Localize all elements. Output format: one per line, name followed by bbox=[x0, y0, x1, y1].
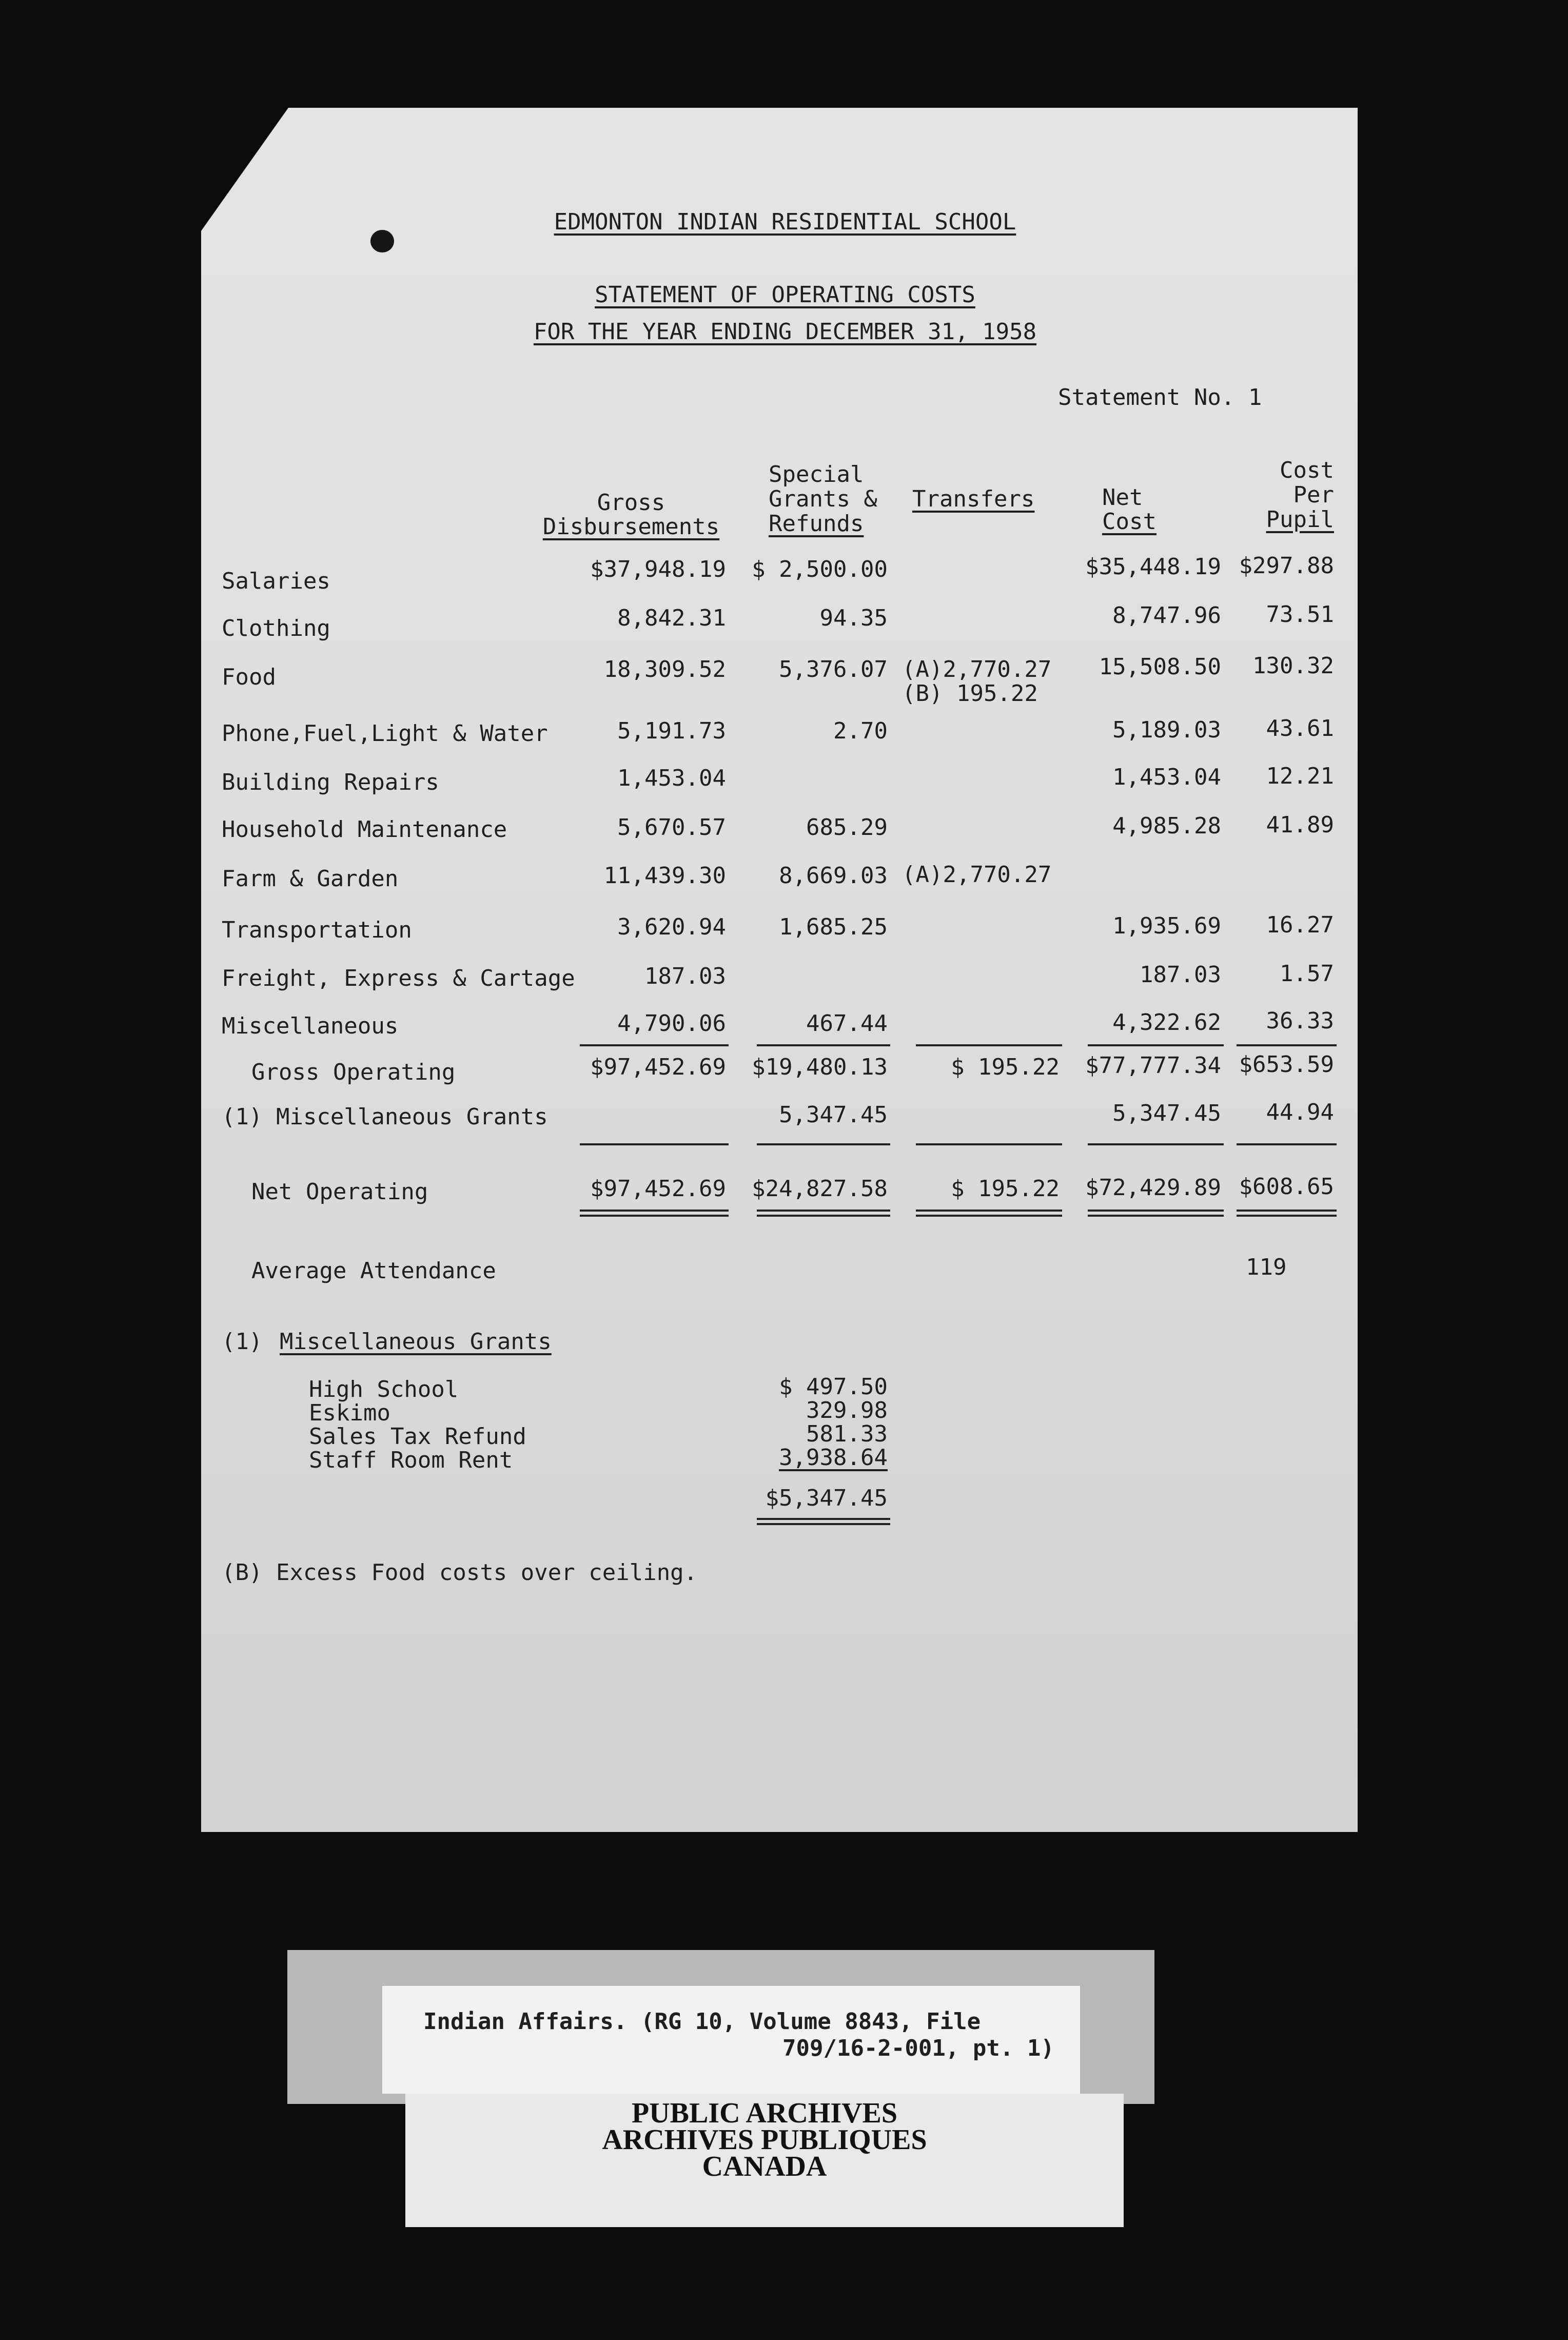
statement-number: Statement No. 1 bbox=[1058, 384, 1262, 411]
cell-per-pupil: 43.61 bbox=[1266, 715, 1334, 742]
cell-special: 8,669.03 bbox=[779, 863, 888, 889]
grant-item-amount: $ 497.50 bbox=[779, 1374, 888, 1400]
misc-grants-net: 5,347.45 bbox=[1112, 1100, 1221, 1126]
cell-net: 1,935.69 bbox=[1112, 913, 1221, 939]
gross-operating-per-pupil: $653.59 bbox=[1239, 1051, 1334, 1078]
cell-special: 467.44 bbox=[806, 1010, 888, 1037]
net-operating-net: $72,429.89 bbox=[1085, 1175, 1221, 1201]
cell-per-pupil: 36.33 bbox=[1266, 1008, 1334, 1034]
row-label-clothing: Clothing bbox=[222, 615, 330, 641]
stamp-line3: CANADA bbox=[702, 2151, 827, 2182]
cell-gross: 8,842.31 bbox=[617, 605, 726, 631]
gross-operating-transfers: $ 195.22 bbox=[951, 1054, 1060, 1080]
cell-transfers: (A)2,770.27 bbox=[902, 862, 1052, 888]
grants-total: $5,347.45 bbox=[765, 1485, 888, 1511]
cell-net: $35,448.19 bbox=[1085, 554, 1221, 580]
cell-net: 5,189.03 bbox=[1112, 717, 1221, 743]
cell-per-pupil: 16.27 bbox=[1266, 912, 1334, 938]
col-transfers: Transfers bbox=[912, 486, 1035, 512]
subtotal-rule bbox=[580, 1044, 729, 1046]
cell-special: 94.35 bbox=[819, 605, 888, 631]
grant-item-amount: 581.33 bbox=[806, 1421, 888, 1447]
cell-net: 15,508.50 bbox=[1099, 654, 1221, 680]
total-rule bbox=[580, 1143, 729, 1145]
cell-per-pupil: 130.32 bbox=[1252, 653, 1334, 679]
row-label-building-repairs: Building Repairs bbox=[222, 769, 439, 795]
col-gross-line1: Gross bbox=[597, 490, 665, 516]
misc-grants-special: 5,347.45 bbox=[779, 1102, 888, 1128]
grant-item-label: Sales Tax Refund bbox=[309, 1424, 526, 1450]
net-operating-per-pupil: $608.65 bbox=[1239, 1174, 1334, 1200]
grant-item-amount: 3,938.64 bbox=[779, 1445, 888, 1471]
archive-ref-line1: Indian Affairs. (RG 10, Volume 8843, File bbox=[423, 2009, 981, 2035]
average-attendance-label: Average Attendance bbox=[251, 1258, 496, 1284]
col-special-line1: Special bbox=[769, 461, 864, 488]
misc-grants-label: (1) Miscellaneous Grants bbox=[222, 1104, 548, 1130]
gross-operating-special: $19,480.13 bbox=[752, 1054, 888, 1080]
archive-ref-line2: 709/16-2-001, pt. 1) bbox=[782, 2035, 1054, 2061]
double-rule bbox=[580, 1210, 729, 1217]
statement-title: STATEMENT OF OPERATING COSTS bbox=[595, 282, 975, 308]
col-net-line1: Net bbox=[1102, 484, 1143, 511]
school-name: EDMONTON INDIAN RESIDENTIAL SCHOOL bbox=[554, 209, 1016, 235]
net-operating-gross: $97,452.69 bbox=[590, 1176, 726, 1202]
grant-item-amount: 329.98 bbox=[806, 1397, 888, 1424]
cell-gross: 187.03 bbox=[644, 963, 726, 989]
row-label-food: Food bbox=[222, 664, 276, 690]
statement-period: FOR THE YEAR ENDING DECEMBER 31, 1958 bbox=[533, 319, 1037, 345]
cell-gross: 5,670.57 bbox=[617, 814, 726, 841]
total-rule bbox=[1088, 1143, 1224, 1145]
gross-operating-net: $77,777.34 bbox=[1085, 1052, 1221, 1079]
total-rule bbox=[916, 1143, 1062, 1145]
cell-gross: 4,790.06 bbox=[617, 1010, 726, 1037]
cell-transfers-b: (B) 195.22 bbox=[902, 680, 1038, 707]
cell-special: 685.29 bbox=[806, 814, 888, 841]
col-cpp-line3: Pupil bbox=[1266, 506, 1334, 533]
cell-special: $ 2,500.00 bbox=[752, 556, 888, 582]
grant-item-label: High School bbox=[309, 1376, 459, 1402]
col-special-line3: Refunds bbox=[769, 511, 864, 537]
double-rule bbox=[757, 1518, 890, 1525]
cell-gross: 3,620.94 bbox=[617, 914, 726, 940]
cell-gross: 18,309.52 bbox=[603, 656, 726, 682]
cell-special: 1,685.25 bbox=[779, 914, 888, 940]
cell-special: 5,376.07 bbox=[779, 656, 888, 682]
double-rule bbox=[1237, 1210, 1337, 1217]
double-rule bbox=[757, 1210, 890, 1217]
total-rule bbox=[757, 1143, 890, 1145]
gross-operating-label: Gross Operating bbox=[251, 1059, 456, 1085]
stamp-line2: ARCHIVES PUBLIQUES bbox=[602, 2124, 927, 2156]
cell-net: 1,453.04 bbox=[1112, 764, 1221, 790]
net-operating-special: $24,827.58 bbox=[752, 1176, 888, 1202]
row-label-salaries: Salaries bbox=[222, 568, 330, 594]
col-net-line2: Cost bbox=[1102, 509, 1157, 535]
double-rule bbox=[916, 1210, 1062, 1217]
col-cpp-line1: Cost bbox=[1280, 457, 1334, 483]
col-gross-line2: Disbursements bbox=[542, 514, 720, 540]
public-archives-stamp bbox=[405, 2094, 1124, 2227]
cell-gross: 5,191.73 bbox=[617, 718, 726, 744]
subtotal-rule bbox=[916, 1044, 1062, 1046]
subtotal-rule bbox=[757, 1044, 890, 1046]
row-label-phone-fuel-light-water: Phone,Fuel,Light & Water bbox=[222, 720, 548, 747]
cell-net: 187.03 bbox=[1140, 962, 1221, 988]
row-label-freight-express-cartage: Freight, Express & Cartage bbox=[222, 965, 575, 991]
cell-net: 8,747.96 bbox=[1112, 602, 1221, 629]
net-operating-transfers: $ 195.22 bbox=[951, 1176, 1060, 1202]
row-label-transportation: Transportation bbox=[222, 917, 412, 943]
cell-per-pupil: 41.89 bbox=[1266, 812, 1334, 838]
cell-gross: $37,948.19 bbox=[590, 556, 726, 582]
average-attendance-value: 119 bbox=[1246, 1254, 1287, 1280]
row-label-farm-garden: Farm & Garden bbox=[222, 866, 399, 892]
cell-net: 4,985.28 bbox=[1112, 813, 1221, 839]
gross-operating-gross: $97,452.69 bbox=[590, 1054, 726, 1080]
col-cpp-line2: Per bbox=[1293, 482, 1334, 508]
cell-gross: 1,453.04 bbox=[617, 765, 726, 791]
stamp-line1: PUBLIC ARCHIVES bbox=[631, 2097, 898, 2129]
cell-net: 4,322.62 bbox=[1112, 1009, 1221, 1036]
grants-detail-prefix: (1) bbox=[222, 1329, 263, 1355]
grants-detail-heading: Miscellaneous Grants bbox=[280, 1329, 552, 1355]
row-label-household-maintenance: Household Maintenance bbox=[222, 816, 507, 843]
total-rule bbox=[1237, 1143, 1337, 1145]
subtotal-rule bbox=[1237, 1044, 1337, 1046]
cell-special: 2.70 bbox=[833, 718, 888, 744]
cell-per-pupil: 1.57 bbox=[1280, 961, 1334, 987]
cell-transfers: (A)2,770.27 bbox=[902, 656, 1052, 682]
grant-item-label: Staff Room Rent bbox=[309, 1447, 513, 1473]
cell-per-pupil: 12.21 bbox=[1266, 763, 1334, 789]
misc-grants-per-pupil: 44.94 bbox=[1266, 1099, 1334, 1125]
cell-gross: 11,439.30 bbox=[603, 863, 726, 889]
grant-item-label: Eskimo bbox=[309, 1400, 390, 1426]
folded-corner bbox=[201, 108, 288, 231]
cell-per-pupil: $297.88 bbox=[1239, 553, 1334, 579]
col-special-line2: Grants & bbox=[769, 486, 877, 512]
row-label-miscellaneous: Miscellaneous bbox=[222, 1013, 399, 1039]
note-b: (B) Excess Food costs over ceiling. bbox=[222, 1559, 698, 1586]
cell-per-pupil: 73.51 bbox=[1266, 601, 1334, 628]
subtotal-rule bbox=[1088, 1044, 1224, 1046]
punch-hole bbox=[370, 230, 394, 252]
archive-reference-label bbox=[382, 1986, 1080, 2094]
net-operating-label: Net Operating bbox=[251, 1179, 428, 1205]
double-rule bbox=[1088, 1210, 1224, 1217]
